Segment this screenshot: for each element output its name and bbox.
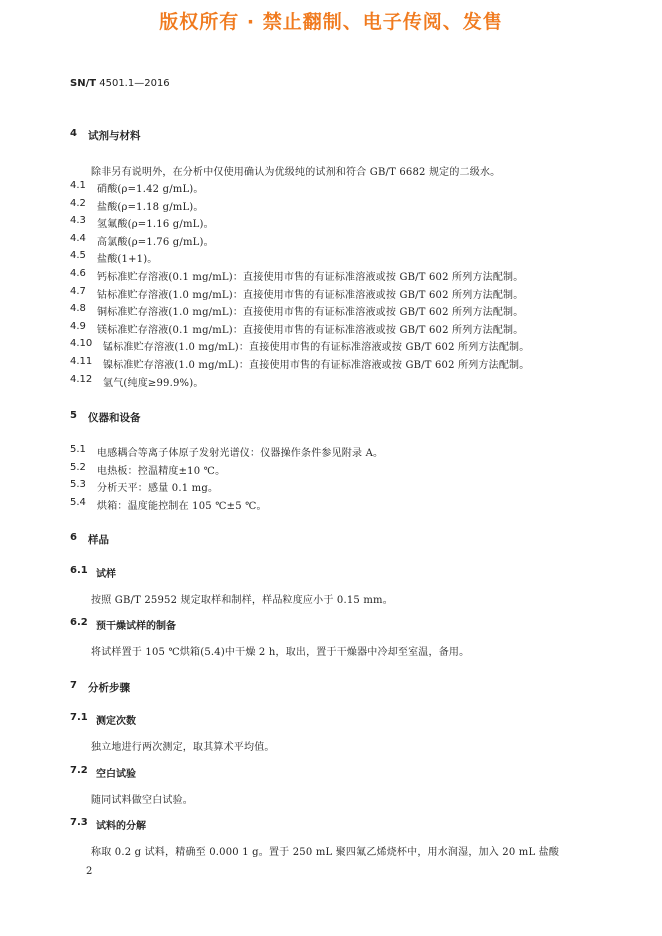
section-4-item-text: 氩气(纯度≥99.9%)。: [103, 377, 204, 389]
section-4-item-number: 4.10: [70, 338, 93, 350]
subsection-6-1-title: 试样: [96, 569, 116, 580]
subsection-6-2-number: 6.2: [70, 617, 88, 628]
section-4-item-text: 钴标准贮存溶液(1.0 mg/mL)：直接使用市售的有证标准溶液或按 GB/T 602 所列方法配制。: [97, 289, 524, 301]
section-4-intro: 除非另有说明外，在分析中仅使用确认为优级纯的试剂和符合 GB/T 6682 规定的二级水。: [91, 167, 501, 178]
subsection-7-1-title: 测定次数: [96, 716, 136, 727]
subsection-7-2-number: 7.2: [70, 765, 88, 776]
subsection-7-2-text: 随同试料做空白试验。: [91, 795, 193, 806]
section-4-item-number: 4.6: [70, 268, 86, 279]
section-5-item-text: 电感耦合等离子体原子发射光谱仪：仪器操作条件参见附录 A。: [97, 448, 384, 459]
section-4-item-text: 盐酸(1+1)。: [97, 254, 158, 266]
section-4-item-text: 铜标准贮存溶液(1.0 mg/mL)：直接使用市售的有证标准溶液或按 GB/T 602 所列方法配制。: [97, 307, 524, 319]
section-5-item-text: 电热板：控温精度±10 ℃。: [97, 465, 226, 477]
section-4-item-number: 4.4: [70, 232, 86, 244]
section-4-item-number: 4.3: [70, 215, 86, 227]
subsection-7-1-text: 独立地进行两次测定，取其算术平均值。: [91, 742, 275, 753]
section-5-title: 仪器和设备: [88, 412, 141, 424]
section-4-item-text: 盐酸(ρ=1.18 g/mL)。: [97, 201, 204, 213]
section-4-item-number: 4.12: [70, 373, 93, 385]
section-5-item-number: 5.2: [70, 461, 86, 473]
section-5-item-number: 5.3: [70, 479, 86, 491]
section-4-item-number: 4.5: [70, 250, 86, 262]
standard-prefix: SN/T: [70, 78, 97, 89]
section-5-number: 5: [70, 410, 77, 421]
section-4-item-number: 4.2: [70, 197, 86, 209]
copyright-banner: 版权所有 · 禁止翻制、电子传阅、发售: [159, 11, 503, 33]
section-4-item-number: 4.8: [70, 303, 86, 315]
section-4-item-text: 硝酸(ρ=1.42 g/mL)。: [97, 184, 204, 195]
section-7-title: 分析步骤: [88, 682, 130, 694]
subsection-7-3-number: 7.3: [70, 817, 88, 828]
section-4-item-number: 4.7: [70, 285, 86, 297]
section-5-item-text: 烘箱：温度能控制在 105 ℃±5 ℃。: [97, 500, 267, 512]
subsection-6-1-number: 6.1: [70, 565, 88, 576]
subsection-7-3-text: 称取 0.2 g 试料，精确至 0.000 1 g。置于 250 mL 聚四氟乙烯烧杯中，用水润湿，加入 20 mL 盐酸: [91, 847, 560, 858]
section-5-item-number: 5.4: [70, 496, 86, 508]
subsection-6-2-text: 将试样置于 105 ℃烘箱(5.4)中干燥 2 h，取出，置于干燥器中冷却至室温，备用。: [91, 647, 470, 658]
section-6-number: 6: [70, 532, 77, 543]
subsection-7-3-title: 试料的分解: [96, 821, 146, 832]
section-4-title: 试剂与材料: [88, 130, 141, 142]
section-4-item-text: 镁标准贮存溶液(0.1 mg/mL)：直接使用市售的有证标准溶液或按 GB/T 602 所列方法配制。: [97, 324, 524, 336]
section-4-item-text: 氢氟酸(ρ=1.16 g/mL)。: [97, 219, 214, 231]
section-4-item-number: 4.1: [70, 180, 86, 191]
section-4-item-text: 锰标准贮存溶液(1.0 mg/mL)：直接使用市售的有证标准溶液或按 GB/T 602 所列方法配制。: [103, 342, 530, 354]
section-7-number: 7: [70, 680, 77, 691]
section-5-item-text: 分析天平：感量 0.1 mg。: [97, 483, 219, 495]
page-number: 2: [86, 866, 93, 877]
standard-code: 4501.1—2016: [99, 78, 170, 89]
section-4-item-text: 钙标准贮存溶液(0.1 mg/mL)：直接使用市售的有证标准溶液或按 GB/T 602 所列方法配制。: [97, 272, 524, 283]
section-4-item-number: 4.9: [70, 320, 86, 332]
section-4-number: 4: [70, 128, 77, 139]
section-5-item-number: 5.1: [70, 444, 86, 455]
subsection-7-2-title: 空白试验: [96, 769, 136, 780]
section-6-title: 样品: [88, 534, 109, 546]
section-4-item-number: 4.11: [70, 356, 93, 367]
subsection-7-1-number: 7.1: [70, 712, 88, 723]
subsection-6-2-title: 预干燥试样的制备: [96, 621, 176, 632]
section-4-item-text: 高氯酸(ρ=1.76 g/mL)。: [97, 236, 214, 248]
subsection-6-1-text: 按照 GB/T 25952 规定取样和制样，样品粒度应小于 0.15 mm。: [91, 595, 393, 606]
section-4-item-text: 镍标准贮存溶液(1.0 mg/mL)：直接使用市售的有证标准溶液或按 GB/T 602 所列方法配制。: [103, 360, 530, 371]
standard-number: [70, 78, 170, 89]
